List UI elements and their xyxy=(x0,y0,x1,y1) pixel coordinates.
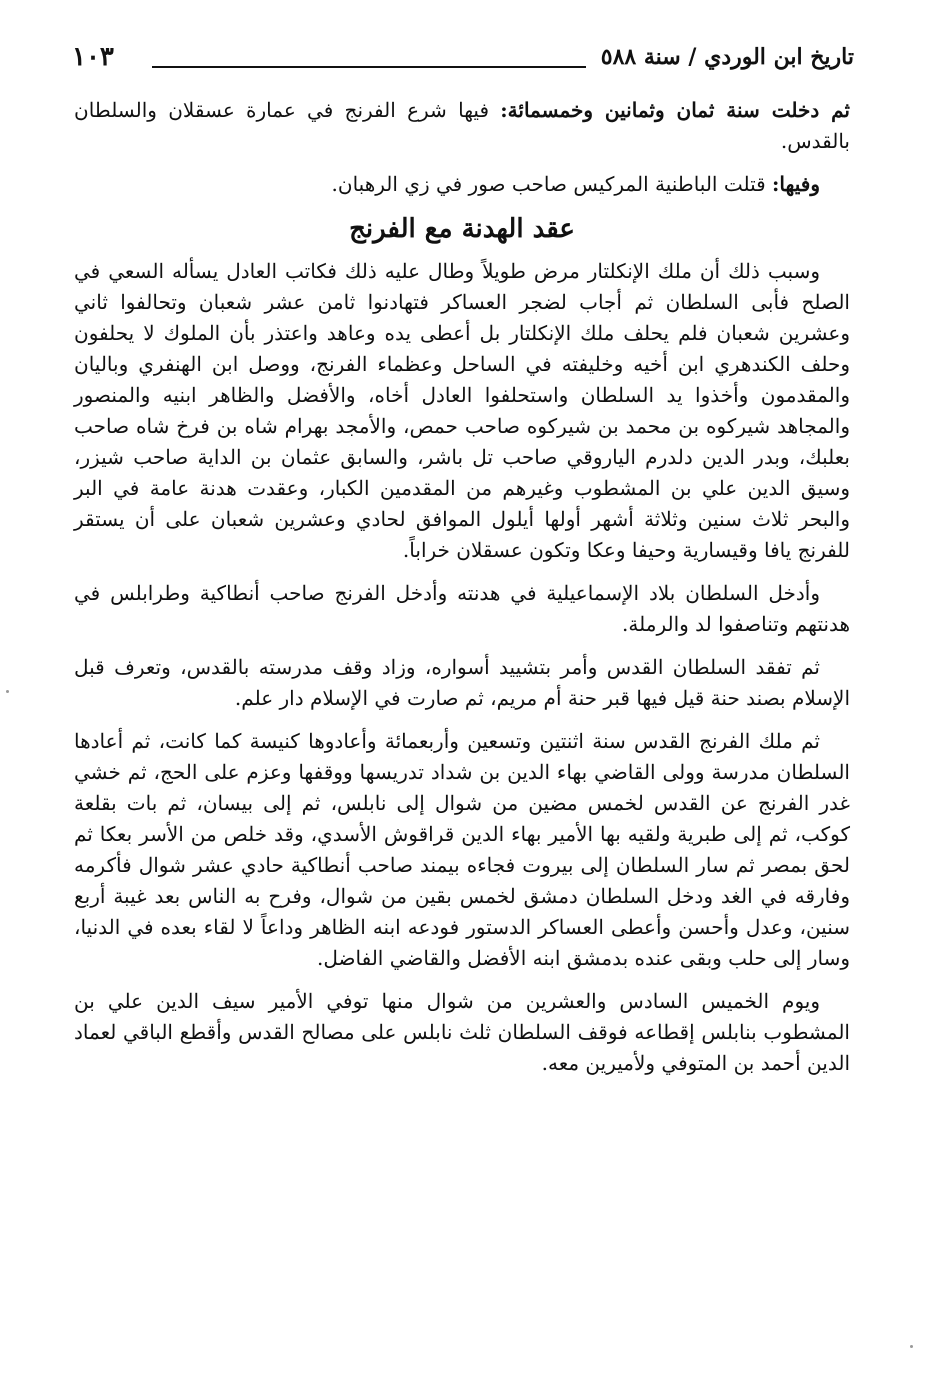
paragraph-year-entry xyxy=(74,95,850,157)
body-paragraph: وأدخل السلطان بلاد الإسماعيلية في هدنته وأدخل الفرنج صاحب أنطاكية وطرابلس في هدنتهم وتناصفوا لد والرملة. xyxy=(74,581,850,636)
header-title: تاريخ ابن الوردي / سنة ٥٨٨ xyxy=(600,44,854,70)
scan-speck xyxy=(6,690,9,693)
section-heading: عقد الهدنة مع الفرنج xyxy=(349,214,575,244)
body-paragraph: ويوم الخميس السادس والعشرين من شوال منها توفي الأمير سيف الدين علي بن المشطوب بنابلس إقطاعه فوقف السلطان ثلث نابلس على مصالح القدس وأقطع الباقي لعماد الدين أحمد بن المتوفي ولأميرين معه. xyxy=(74,989,850,1075)
paragraph-text: قتلت الباطنية المركيس صاحب صور في زي الرهبان. xyxy=(331,172,773,196)
body-paragraph: ثم تفقد السلطان القدس وأمر بتشييد أسواره، وزاد وقف مدرسته بالقدس، وتعرف قبل الإسلام بصند حنة قيل فيها قبر حنة أم مريم، ثم صارت في الإسلام دار علم. xyxy=(74,655,850,710)
body-text xyxy=(74,95,850,1091)
body-paragraph: ثم ملك الفرنج القدس سنة اثنتين وتسعين وأربعمائة وأعادوها كنيسة كما كانت، ثم أعادها السلطان مدرسة وولى القاضي بهاء الدين بن شداد تدريسها ووقفها وعزم على الحج، ثم خشي غدر الفرنج عن القدس لخمس مضين من شوال إلى نابلس، ثم إلى بيسان، ثم بات بقلعة كوكب، ثم إلى طبرية ولقيه بها الأمير بهاء الدين قراقوش الأسدي، وقد خلص من الأسر بعكا ثم لحق بمصر ثم سار السلطان إلى بيروت فجاءه بيمند صاحب أنطاكية حادي عشر شوال فأكرمه وفارقه في الغد ودخل السلطان دمشق لخمس بقين من شوال، وفرح به الناس بعد غيبة أربع سنين، وعدل وأحسن وأعطى العساكر الدستور فودعه ابنه الظاهر وداعاً لا لقاء بعده في الدنيا، وسار إلى حلب وبقى عنده بدمشق ابنه الأفضل والقاضي الفاضل. xyxy=(74,729,850,970)
header-rule xyxy=(152,66,586,68)
paragraph-lead: ثم دخلت سنة ثمان وثمانين وخمسمائة: xyxy=(500,98,850,122)
paragraph-lead: وفيها: xyxy=(772,172,820,196)
page-number: ١٠٣ xyxy=(72,42,114,72)
paragraph-event xyxy=(74,169,850,200)
running-header xyxy=(72,42,854,82)
paragraph-text: فيها شرع الفرنج في عمارة عسقلان والسلطان بالقدس. xyxy=(74,98,850,153)
scan-speck xyxy=(910,1345,913,1348)
body-paragraph: وسبب ذلك أن ملك الإنكلتار مرض طويلاً وطال عليه ذلك فكاتب العادل يسأله السعي في الصلح فأبى السلطان ثم أجاب لضجر العساكر فتهادنوا ثامن عشر شعبان وتحالفوا ثاني وعشرين شعبان فلم يحلف ملك الإنكلتار بل أعطى يده وعاهد واعتذر بأن الملوك لا يحلفون وحلف الكندهري ابن أخيه وخليفته في الساحل وعظماء الفرنج، ووصل ابن الهنفري وباليان والمقدمون وأخذوا يد السلطان واستحلفوا العادل أخاه، والأفضل والظاهر ابنيه والمنصور والمجاهد شيركوه بن محمد بن شيركوه صاحب حمص، والأمجد بهرام شاه بن فرخ شاه صاحب بعلبك، وبدر الدين دلدرم الياروقي صاحب تل باشر، والسابق عثمان بن الداية صاحب شيزر، وسيق الدين علي بن المشطوب وغيرهم من المقدمين الكبار، وعقدت هدنة عامة في البر والبحر ثلاث سنين وثلاثة أشهر أولها أيلول الموافق لحادي وعشرين شعبان على أن يستقر للفرنج يافا وقيسارية وحيفا وعكا وتكون عسقلان خراباً. xyxy=(74,259,850,562)
